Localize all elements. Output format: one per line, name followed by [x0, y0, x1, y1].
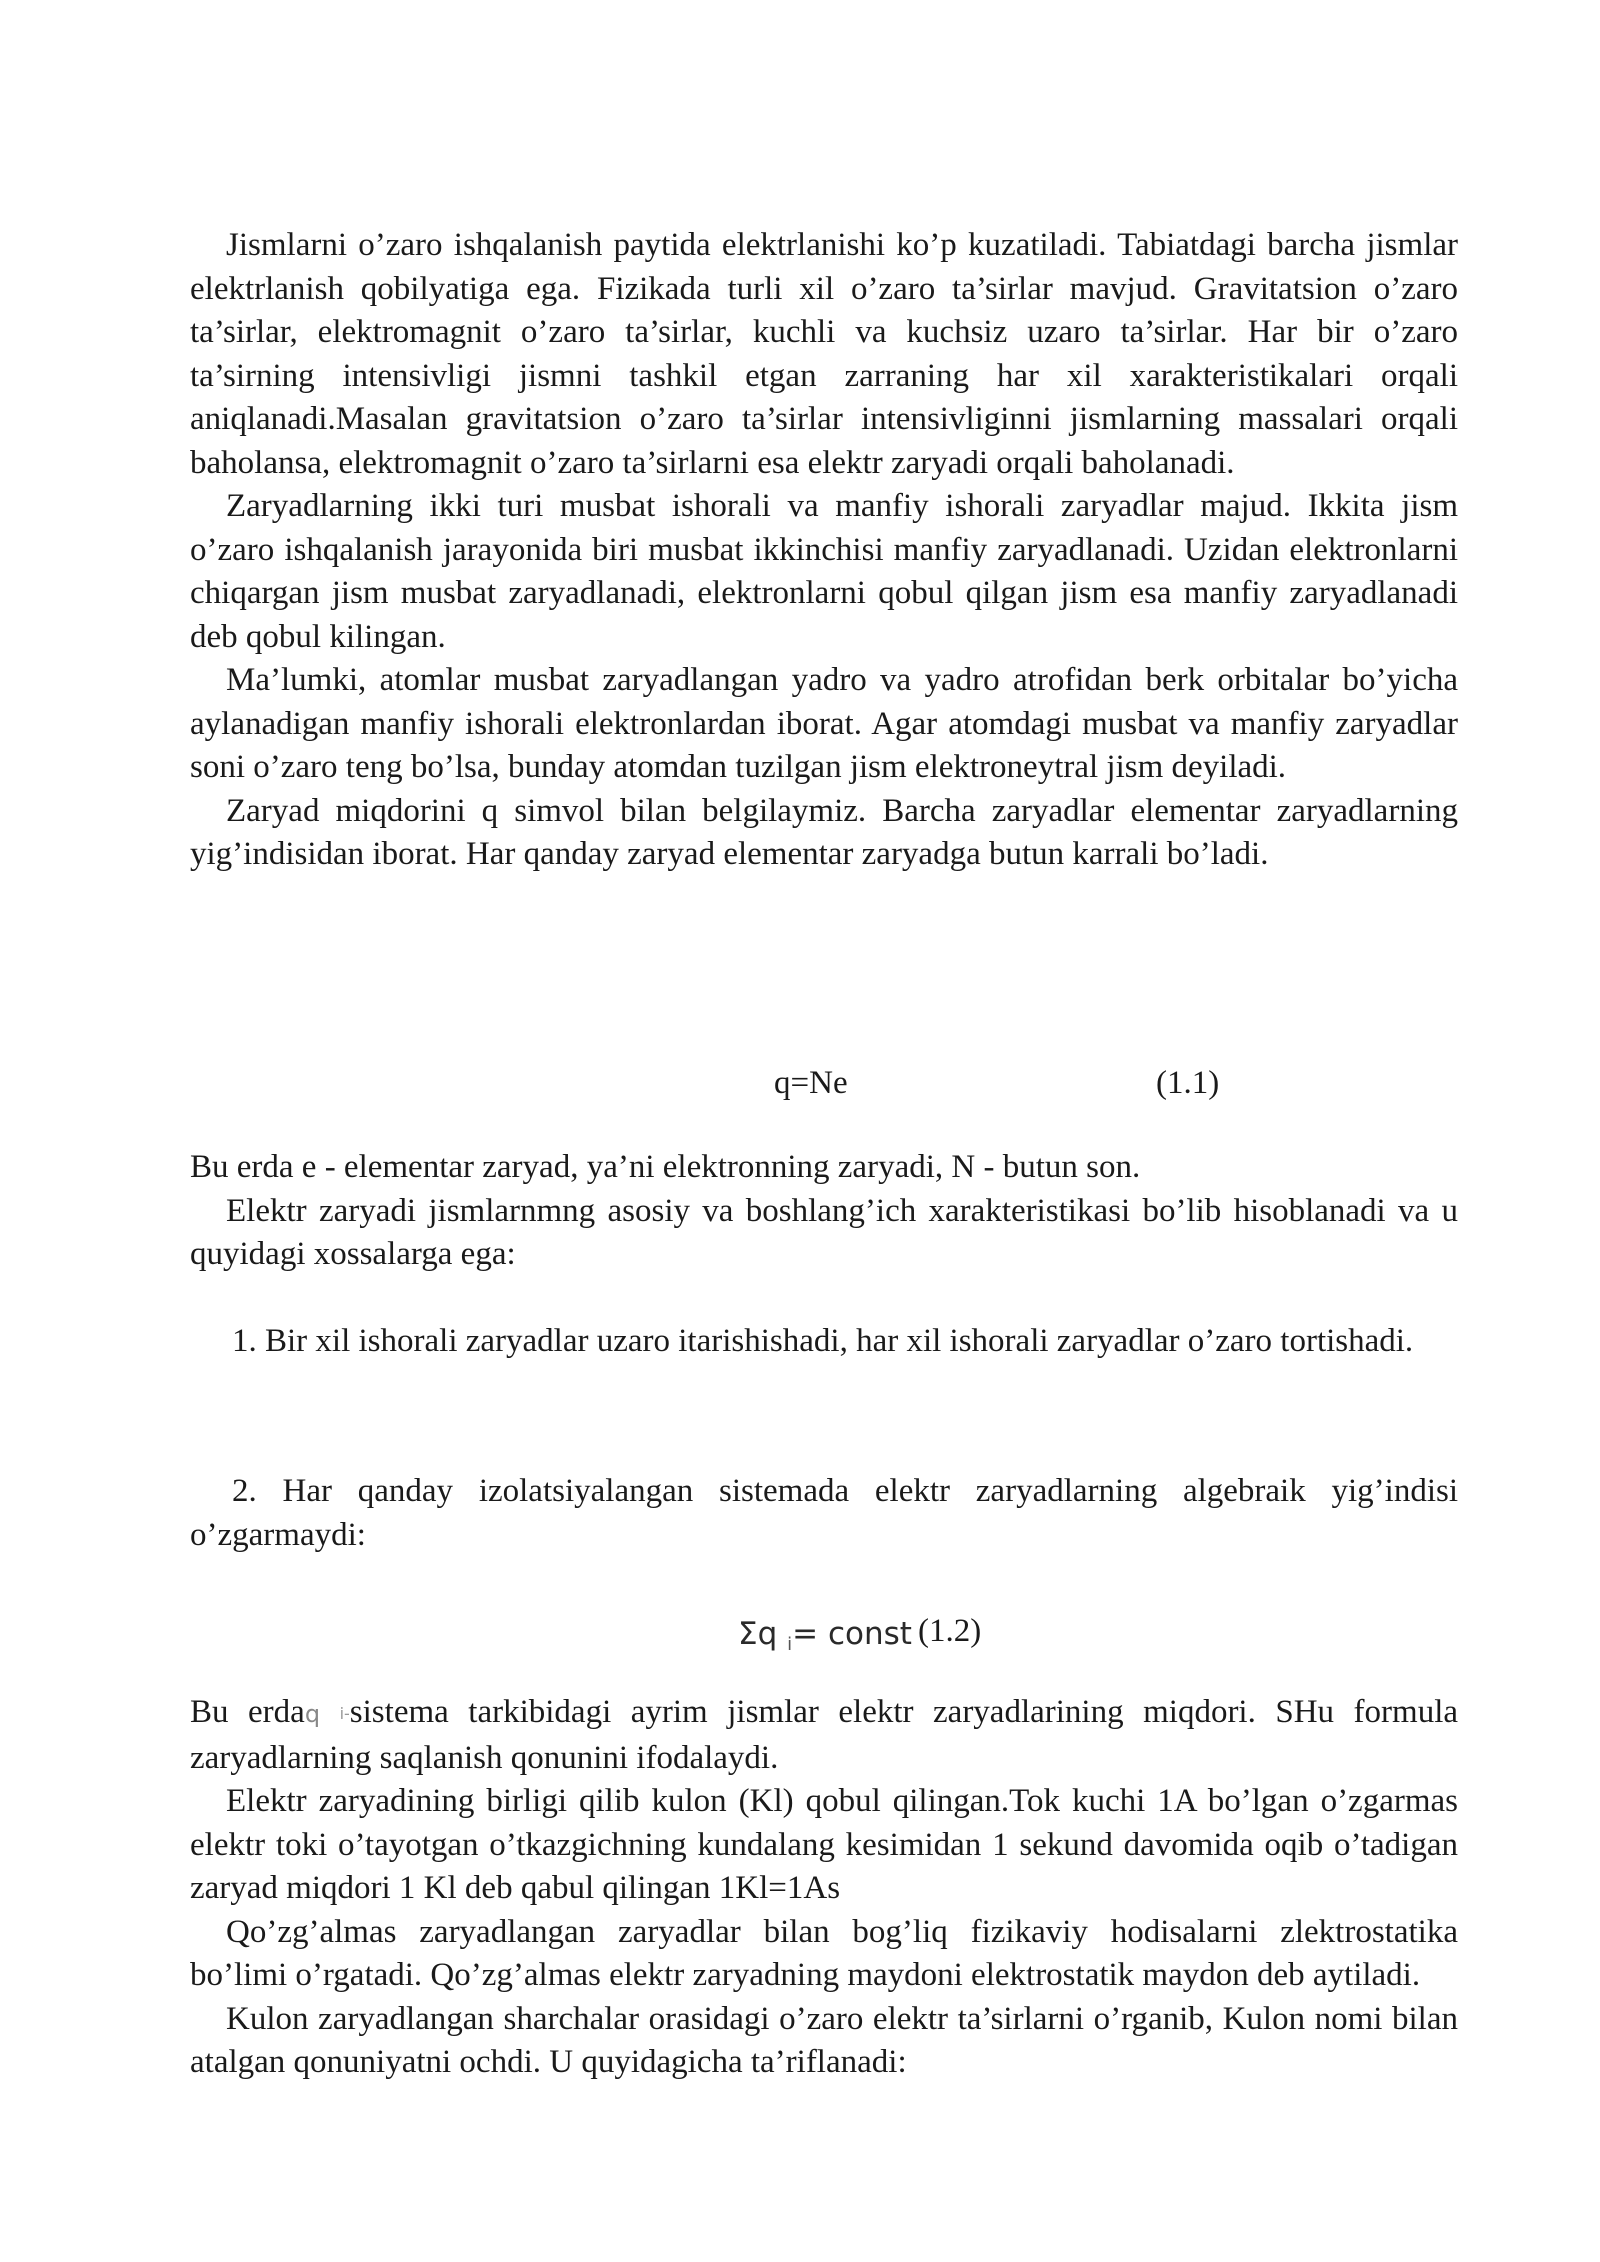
formula-expression: q=Ne [774, 1065, 848, 1101]
formula-subscript: i [787, 1634, 793, 1655]
paragraph-charge-types: Zaryadlarning ikki turi musbat ishorali va manfiy ishorali zaryadlar majud. Ikkita jism o’zaro ishqalanish jarayonida biri musbat ikkinchisi manfiy zaryadlanadi. Uzidan elektronlarni chiqargan jism musbat zaryadlanadi, elektronlarni qobul qilgan jism esa manfiy zaryadlanadi deb qobul kilingan. [190, 488, 1458, 655]
charge-dash: - [344, 1704, 350, 1723]
sum-symbol: Σq [738, 1616, 778, 1652]
paragraph-charge-quantity: Zaryad miqdorini q simvol bilan belgilaymiz. Barcha zaryadlar elementar zaryadlarning yig’indisidan iborat. Har qanday zaryad elementar zaryadga butun karrali bo’ladi. [190, 792, 1458, 872]
paragraph-conservation-law [190, 1691, 1458, 1780]
formula-number: (1.1) [1156, 1065, 1220, 1101]
paragraph-electrostatics: Qo’zg’almas zaryadlangan zaryadlar bilan bog’liq fizikaviy hodisalarni zlektrostatika bo’limi o’rgatadi. Qo’zg’almas elektr zaryadning maydoni elektrostatik maydon deb aytiladi. [190, 1913, 1458, 1993]
charge-subscript: i [339, 1704, 345, 1723]
paragraph-coulomb-law-intro: Kulon zaryadlangan sharchalar orasidagi o’zaro elektr ta’sirlarni o’rganib, Kulon nomi bilan atalgan qonuniyatni ochdi. U quyidagicha ta’riflanadi: [190, 2000, 1458, 2080]
charge-symbol: q [304, 1700, 321, 1728]
text-section-3 [190, 1691, 1458, 2085]
text-section-2 [190, 1146, 1458, 1277]
formula-number: (1.2) [918, 1613, 982, 1649]
paragraph-lead: Bu erda [190, 1694, 305, 1730]
paragraph-rest: sistema tarkibidagi ayrim jismlar elektr zaryadlarining miqdori. SHu formula zaryadlarning saqlanish qonunini ifodalaydi. [190, 1694, 1459, 1776]
list-item: 1. Bir xil ishorali zaryadlar uzaro itarishishadi, har xil ishorali zaryadlar o’zaro tortishadi. [232, 1323, 1414, 1359]
formula-1-1 [190, 1062, 1458, 1106]
paragraph-charge-properties: Elektr zaryadi jismlarnmng asosiy va boshlang’ich xarakteristikasi bo’lib hisoblanadi va u quyidagi xossalarga ega: [190, 1192, 1458, 1272]
formula-expression [738, 1613, 912, 1667]
text-section-1 [190, 224, 1458, 877]
list-item: 2. Har qanday izolatsiyalangan sistemada elektr zaryadlarning algebraik yig’indisi o’zgarmaydi: [190, 1473, 1458, 1553]
formula-1-2 [190, 1610, 1458, 1654]
paragraph-coulomb-unit: Elektr zaryadining birligi qilib kulon (Kl) qobul qilingan.Tok kuchi 1A bo’lgan o’zgarmas elektr toki o’tayotgan o’tkazgichning kundalang kesimidan 1 sekund davomida oqib o’tadigan zaryad miqdori 1 Kl deb qabul qilingan 1Kl=1As [190, 1783, 1458, 1906]
paragraph-formula-explanation: Bu erda e - elementar zaryad, ya’ni elektronning zaryadi, N - butun son. [190, 1149, 1141, 1185]
paragraph-electrification: Jismlarni o’zaro ishqalanish paytida elektrlanishi ko’p kuzatiladi. Tabiatdagi barcha jismlar elektrlanish qobilyatiga ega. Fizikada turli xil o’zaro ta’sirlar mavjud. Gravitatsion o’zaro ta’sirlar, elektromagnit o’zaro ta’sirlar, kuchli va kuchsiz uzaro ta’sirlar. Har bir o’zaro ta’sirning intensivligi jismni tashkil etgan zarraning har xil xarakteristikalari orqali aniqlanadi.Masalan gravitatsion o’zaro ta’sirlar intensivliginni jismlarning massalari orqali baholansa, elektromagnit o’zaro ta’sirlarni esa elektr zaryadi orqali baholanadi. [190, 227, 1458, 481]
formula-rhs: = const [792, 1616, 912, 1652]
paragraph-atom-structure: Ma’lumki, atomlar musbat zaryadlangan yadro va yadro atrofidan berk orbitalar bo’yicha aylanadigan manfiy ishorali elektronlardan iborat. Agar atomdagi musbat va manfiy zaryadlar soni o’zaro teng bo’lsa, bunday atomdan tuzilgan jism elektroneytral jism deyiladi. [190, 662, 1458, 785]
property-list-item-2 [190, 1470, 1458, 1557]
property-list-item-1 [190, 1320, 1458, 1364]
